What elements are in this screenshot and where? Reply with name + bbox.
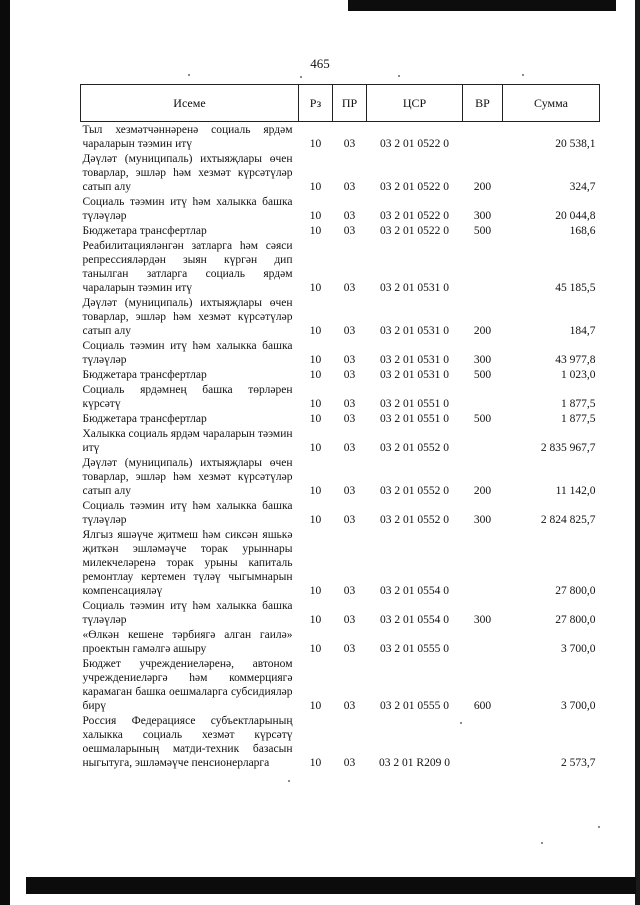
row-vr <box>463 713 503 770</box>
row-pr: 03 <box>343 369 356 381</box>
row-vr: 600 <box>473 700 492 712</box>
row-rz: 10 <box>309 181 322 193</box>
table-row <box>81 338 600 367</box>
header-rz: Рз <box>299 85 333 122</box>
scan-speck <box>522 74 524 76</box>
row-sum: 27 800,0 <box>555 614 596 626</box>
row-csr: 03 2 01 0531 0 <box>380 369 449 381</box>
row-csr: 03 2 01 0522 0 <box>380 181 449 193</box>
header-pr: ПР <box>333 85 367 122</box>
row-sum: 168,6 <box>569 225 596 237</box>
row-pr: 03 <box>343 225 356 237</box>
row-name: Ялгыз яшәүче җитмеш һәм сиксән яшькә җиткән эшләмәүче торак урыннары милекчеләренә торак урыны капиталь ремонтлау кертемен түләү чыгымнарын компенсацияләү <box>82 529 293 597</box>
row-pr: 03 <box>343 514 356 526</box>
row-pr: 03 <box>343 585 356 597</box>
row-vr: 200 <box>473 485 492 497</box>
row-csr: 03 2 01 0531 0 <box>380 282 449 294</box>
row-csr: 03 2 01 0522 0 <box>380 225 449 237</box>
row-rz: 10 <box>309 138 322 150</box>
table-row <box>81 627 600 656</box>
row-sum: 43 977,8 <box>555 354 596 366</box>
row-csr: 03 2 01 0555 0 <box>380 700 449 712</box>
row-csr: 03 2 01 0554 0 <box>380 614 449 626</box>
row-sum: 27 800,0 <box>555 585 596 597</box>
row-sum: 20 044,8 <box>555 210 596 222</box>
row-sum: 2 835 967,7 <box>540 442 596 454</box>
table-row <box>81 238 600 295</box>
budget-table <box>80 84 600 770</box>
row-csr: 03 2 01 0531 0 <box>380 354 449 366</box>
row-vr <box>463 527 503 598</box>
row-vr: 500 <box>473 225 492 237</box>
row-pr: 03 <box>343 757 356 769</box>
scan-bar-top <box>348 0 616 11</box>
row-sum: 11 142,0 <box>555 485 596 497</box>
table-row <box>81 455 600 498</box>
row-pr: 03 <box>343 282 356 294</box>
row-pr: 03 <box>343 398 356 410</box>
row-pr: 03 <box>343 210 356 222</box>
table-row <box>81 656 600 713</box>
header-sum: Сумма <box>503 85 600 122</box>
row-rz: 10 <box>309 585 322 597</box>
row-name: Бюджетара трансфертлар <box>82 225 207 237</box>
row-pr: 03 <box>343 643 356 655</box>
row-pr: 03 <box>343 700 356 712</box>
row-vr <box>463 238 503 295</box>
row-sum: 324,7 <box>569 181 596 193</box>
table-row <box>81 598 600 627</box>
row-sum: 3 700,0 <box>561 643 596 655</box>
row-rz: 10 <box>309 325 322 337</box>
row-csr: 03 2 01 0552 0 <box>380 442 449 454</box>
row-csr: 03 2 01 0555 0 <box>380 643 449 655</box>
row-vr <box>463 627 503 656</box>
row-pr: 03 <box>343 442 356 454</box>
table-row <box>81 426 600 455</box>
page-number: 465 <box>310 56 330 71</box>
scan-bar-bottom <box>26 877 636 894</box>
row-rz: 10 <box>309 225 322 237</box>
scan-speck <box>300 76 302 78</box>
row-pr: 03 <box>343 181 356 193</box>
row-sum: 184,7 <box>569 325 596 337</box>
row-vr <box>463 122 503 152</box>
row-pr: 03 <box>343 354 356 366</box>
row-rz: 10 <box>309 643 322 655</box>
table-row <box>81 194 600 223</box>
row-sum: 1 877,5 <box>561 413 596 425</box>
row-vr: 300 <box>473 614 492 626</box>
table-row <box>81 411 600 426</box>
row-rz: 10 <box>309 700 322 712</box>
table-row <box>81 223 600 238</box>
row-vr: 500 <box>473 413 492 425</box>
row-vr: 500 <box>473 369 492 381</box>
header-csr: ЦСР <box>367 85 463 122</box>
table-header-row <box>81 85 600 122</box>
table-row <box>81 713 600 770</box>
table-row <box>81 498 600 527</box>
row-rz: 10 <box>309 413 322 425</box>
row-sum: 2 824 825,7 <box>540 514 596 526</box>
row-rz: 10 <box>309 514 322 526</box>
row-name: Социаль тәэмин итү һәм халыкка башка түләүләр <box>82 500 293 526</box>
row-name: Тыл хезмәтчәннәренә социаль ярдәм чараларын тәэмин итү <box>82 124 293 150</box>
row-csr: 03 2 01 0551 0 <box>380 413 449 425</box>
row-name: Дәүләт (муниципаль) ихтыяҗлары өчен товарлар, эшләр һәм хезмәт күрсәтүләр сатып алу <box>82 297 293 337</box>
row-vr <box>463 426 503 455</box>
row-sum: 2 573,7 <box>561 757 596 769</box>
scan-speck <box>598 826 600 828</box>
row-rz: 10 <box>309 282 322 294</box>
row-csr: 03 2 01 R209 0 <box>379 757 450 769</box>
table-row <box>81 367 600 382</box>
row-csr: 03 2 01 0552 0 <box>380 485 449 497</box>
row-vr: 200 <box>473 181 492 193</box>
table-body <box>81 122 600 771</box>
table-row <box>81 151 600 194</box>
row-sum: 45 185,5 <box>555 282 596 294</box>
row-name: Дәүләт (муниципаль) ихтыяҗлары өчен товарлар, эшләр һәм хезмәт күрсәтүләр сатып алу <box>82 457 293 497</box>
row-name: Дәүләт (муниципаль) ихтыяҗлары өчен товарлар, эшләр һәм хезмәт күрсәтүләр сатып алу <box>82 153 293 193</box>
row-vr: 200 <box>473 325 492 337</box>
row-pr: 03 <box>343 485 356 497</box>
row-sum: 20 538,1 <box>555 138 596 150</box>
row-name: Социаль ярдәмнең башка төрләрен күрсәтү <box>82 384 293 410</box>
row-rz: 10 <box>309 369 322 381</box>
row-csr: 03 2 01 0554 0 <box>380 585 449 597</box>
table-row <box>81 527 600 598</box>
row-name: Бюджет учреждениеләренә, автоном учреждениеләргә һәм коммерциягә карамаган башка оешмаларга субсидияләр бирү <box>82 658 293 712</box>
row-rz: 10 <box>309 442 322 454</box>
row-csr: 03 2 01 0551 0 <box>380 398 449 410</box>
row-csr: 03 2 01 0552 0 <box>380 514 449 526</box>
row-name: Социаль тәэмин итү һәм халыкка башка түләүләр <box>82 600 293 626</box>
scan-speck <box>541 842 543 844</box>
row-pr: 03 <box>343 413 356 425</box>
table-row <box>81 295 600 338</box>
row-rz: 10 <box>309 210 322 222</box>
row-pr: 03 <box>343 614 356 626</box>
row-name: Социаль тәэмин итү һәм халыкка башка түләүләр <box>82 340 293 366</box>
row-rz: 10 <box>309 614 322 626</box>
table-row <box>81 382 600 411</box>
row-sum: 1 023,0 <box>561 369 596 381</box>
row-name: Реабилитацияләнгән затларга һәм сәяси репрессияләрдән зыян күргән дип танылган затларга социаль ярдәм чараларын тәэмин итү <box>82 240 293 294</box>
scan-speck <box>398 75 400 77</box>
header-name: Исеме <box>81 85 299 122</box>
row-rz: 10 <box>309 354 322 366</box>
row-rz: 10 <box>309 485 322 497</box>
row-csr: 03 2 01 0522 0 <box>380 138 449 150</box>
header-vr: ВР <box>463 85 503 122</box>
scan-speck <box>288 780 290 782</box>
scan-edge-right <box>635 0 640 905</box>
row-vr <box>463 382 503 411</box>
row-name: Бюджетара трансфертлар <box>82 413 207 425</box>
row-pr: 03 <box>343 138 356 150</box>
row-vr: 300 <box>473 210 492 222</box>
row-sum: 3 700,0 <box>561 700 596 712</box>
row-sum: 1 877,5 <box>561 398 596 410</box>
row-rz: 10 <box>309 757 322 769</box>
row-pr: 03 <box>343 325 356 337</box>
row-csr: 03 2 01 0522 0 <box>380 210 449 222</box>
table-row <box>81 122 600 152</box>
row-name: Россия Федерациясе субъектларының халыкка социаль хезмәт күрсәтү оешмаларының матди-техник базасын ныгытуга, эшләмәүче пенсионерларга <box>82 715 293 769</box>
row-name: Социаль тәэмин итү һәм халыкка башка түләүләр <box>82 196 293 222</box>
row-name: Халыкка социаль ярдәм чараларын тәэмин итү <box>82 428 293 454</box>
row-name: «Өлкән кешене тәрбиягә алган гаилә» проектын гамәлгә ашыру <box>82 629 293 655</box>
row-vr: 300 <box>473 354 492 366</box>
row-rz: 10 <box>309 398 322 410</box>
row-csr: 03 2 01 0531 0 <box>380 325 449 337</box>
row-name: Бюджетара трансфертлар <box>82 369 207 381</box>
scan-speck <box>188 74 190 76</box>
row-vr: 300 <box>473 514 492 526</box>
scan-edge-left <box>0 0 10 905</box>
